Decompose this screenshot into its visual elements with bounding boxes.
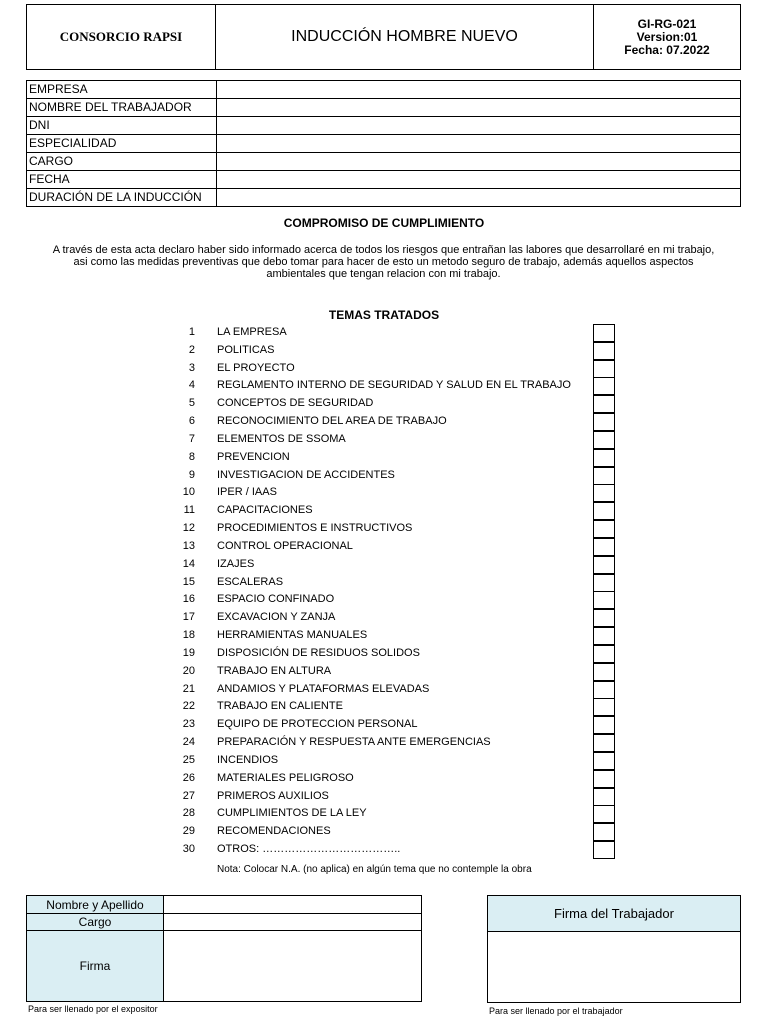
topic-checkbox[interactable] [593,716,615,734]
topic-number: 9 [188,468,195,481]
topic-number: 28 [182,807,195,820]
topic-checkbox[interactable] [593,395,615,413]
topic-number: 13 [182,539,195,552]
topic-label: IPER / IAAS [217,486,277,499]
info-label: FECHA [27,171,217,189]
topic-label: POLITICAS [217,343,275,356]
topic-label: ESPACIO CONFINADO [217,593,335,606]
topic-label: ELEMENTOS DE SSOMA [217,432,346,445]
topic-number: 6 [188,415,195,428]
topic-label: CAPACITACIONES [217,504,313,517]
topic-number: 5 [188,397,195,410]
topic-checkbox[interactable] [593,645,615,663]
topic-number: 25 [182,753,195,766]
topic-label: IZAJES [217,557,255,570]
document-code: GI-RG-021 [637,16,697,31]
cargo-field[interactable] [163,913,422,931]
document-header [26,4,741,70]
topic-checkbox[interactable] [593,502,615,520]
info-value-field[interactable] [217,171,741,189]
topic-number: 27 [182,789,195,802]
topic-label: PRIMEROS AUXILIOS [217,789,329,802]
commitment-line: A través de esta acta declaro haber sido informado acerca de todos los riesgos que entrañan las labores que desarrollaré en mi trabajo, [52,244,715,256]
commitment-title: COMPROMISO DE CUMPLIMIENTO [283,216,485,230]
info-row [27,171,741,189]
topics-title: TEMAS TRATADOS [328,308,440,322]
topic-label: MATERIALES PELIGROSO [217,771,354,784]
worker-info-table [26,80,741,207]
commitment-text [26,244,741,280]
topic-checkbox[interactable] [593,431,615,449]
topic-checkbox[interactable] [593,823,615,841]
firma-label: Firma [26,930,164,1002]
topic-checkbox[interactable] [593,342,615,360]
topic-label: EL PROYECTO [217,361,295,374]
topic-label: EXCAVACION Y ZANJA [217,611,336,624]
topic-number: 1 [188,326,195,338]
topic-number: 4 [188,379,195,392]
topic-number: 15 [182,575,195,588]
topic-label: LA EMPRESA [217,326,287,338]
topic-number: 19 [182,646,195,659]
topic-label: OTROS: ……………………………….. [217,843,401,856]
topic-number: 18 [182,629,195,642]
topic-checkbox[interactable] [593,520,615,538]
document-date: Fecha: 07.2022 [624,42,710,57]
topic-checkbox[interactable] [593,609,615,627]
topic-checkbox[interactable] [593,788,615,806]
document-code-block [594,5,740,69]
topic-number: 8 [188,450,195,463]
info-row [27,189,741,207]
topic-number: 2 [188,343,195,356]
topic-label: PROCEDIMIENTOS E INSTRUCTIVOS [217,522,413,535]
topic-label: EQUIPO DE PROTECCION PERSONAL [217,718,418,731]
topic-number: 23 [182,718,195,731]
topic-label: REGLAMENTO INTERNO DE SEGURIDAD Y SALUD EN EL TRABAJO [217,379,571,392]
topic-checkbox[interactable] [593,467,615,485]
topic-checkbox[interactable] [593,449,615,467]
worker-signature-field[interactable] [487,931,741,1003]
topic-label: PREPARACIÓN Y RESPUESTA ANTE EMERGENCIAS [217,736,491,749]
topic-label: RECONOCIMIENTO DEL AREA DE TRABAJO [217,415,447,428]
topic-label: TRABAJO EN CALIENTE [217,700,343,713]
info-label: DURACIÓN DE LA INDUCCIÓN [27,189,217,207]
topic-checkbox[interactable] [593,377,615,395]
topic-checkbox[interactable] [593,663,615,681]
topic-checkbox[interactable] [593,556,615,574]
topic-label: RECOMENDACIONES [217,825,331,838]
topic-checkbox[interactable] [593,360,615,378]
topic-checkbox[interactable] [593,841,615,859]
topic-label: PREVENCION [217,450,290,463]
name-label: Nombre y Apellido [26,895,164,914]
topic-checkbox[interactable] [593,574,615,592]
topic-number: 12 [182,522,195,535]
topic-label: CONCEPTOS DE SEGURIDAD [217,397,374,410]
info-value-field[interactable] [217,99,741,117]
topic-label: ESCALERAS [217,575,284,588]
info-row [27,117,741,135]
topic-checkbox[interactable] [593,627,615,645]
commitment-line: ambientales que tengan relacion con mi trabajo. [266,268,501,280]
firma-field[interactable] [163,930,422,1002]
topic-label: TRABAJO EN ALTURA [217,664,332,677]
topic-label: INCENDIOS [217,753,279,766]
info-row [27,153,741,171]
topic-number: 29 [182,825,195,838]
topic-checkbox[interactable] [593,752,615,770]
info-row [27,99,741,117]
document-version: Version:01 [636,29,698,44]
topic-number: 16 [182,593,195,606]
expositor-section [26,895,422,1002]
info-value-field[interactable] [217,81,741,99]
info-label: CARGO [27,153,217,171]
name-field[interactable] [163,895,422,914]
topic-number: 26 [182,771,195,784]
topic-number: 22 [182,700,195,713]
topic-label: ANDAMIOS Y PLATAFORMAS ELEVADAS [217,682,430,695]
topic-checkbox[interactable] [593,805,615,823]
cargo-label: Cargo [26,913,164,931]
topic-number: 14 [182,557,195,570]
topic-number: 21 [182,682,195,695]
topic-number: 20 [182,664,195,677]
topics-note: Nota: Colocar N.A. (no aplica) en algún tema que no contemple la obra [217,864,532,875]
worker-footer: Para ser llenado por el trabajador [489,1006,623,1016]
topic-number: 17 [182,611,195,624]
topic-number: 10 [182,486,195,499]
topic-number: 11 [183,504,195,517]
topic-checkbox[interactable] [593,734,615,752]
topic-number: 30 [182,843,195,856]
info-value-field[interactable] [217,135,741,153]
topic-label: DISPOSICIÓN DE RESIDUOS SOLIDOS [217,646,420,659]
topic-checkbox[interactable] [593,324,615,342]
topic-number: 3 [188,361,195,374]
info-row [27,135,741,153]
topic-checkbox[interactable] [593,538,615,556]
company-name: CONSORCIO RAPSI [27,5,216,69]
info-value-field[interactable] [217,153,741,171]
info-value-field[interactable] [217,189,741,207]
topic-label: INVESTIGACION DE ACCIDENTES [217,468,395,481]
topic-checkbox[interactable] [593,484,615,502]
info-label: DNI [27,117,217,135]
document-title: INDUCCIÓN HOMBRE NUEVO [216,5,594,69]
expositor-footer: Para ser llenado por el expositor [28,1004,158,1014]
topic-label: CONTROL OPERACIONAL [217,539,353,552]
info-row [27,81,741,99]
topic-checkbox[interactable] [593,413,615,431]
topic-number: 7 [188,432,195,445]
info-label: NOMBRE DEL TRABAJADOR [27,99,217,117]
info-label: ESPECIALIDAD [27,135,217,153]
topic-checkbox[interactable] [593,770,615,788]
info-label: EMPRESA [27,81,217,99]
topic-number: 24 [182,736,195,749]
topic-checkbox[interactable] [593,591,615,609]
worker-signature-label: Firma del Trabajador [487,895,741,932]
info-value-field[interactable] [217,117,741,135]
topic-checkbox[interactable] [593,681,615,699]
topic-label: CUMPLIMIENTOS DE LA LEY [217,807,367,820]
topic-label: HERRAMIENTAS MANUALES [217,629,368,642]
topic-checkbox[interactable] [593,698,615,716]
commitment-line: asi como las medidas preventivas que debo tomar para hacer de esto un metodo seguro de trabajo, además aquellos aspectos [73,256,694,268]
